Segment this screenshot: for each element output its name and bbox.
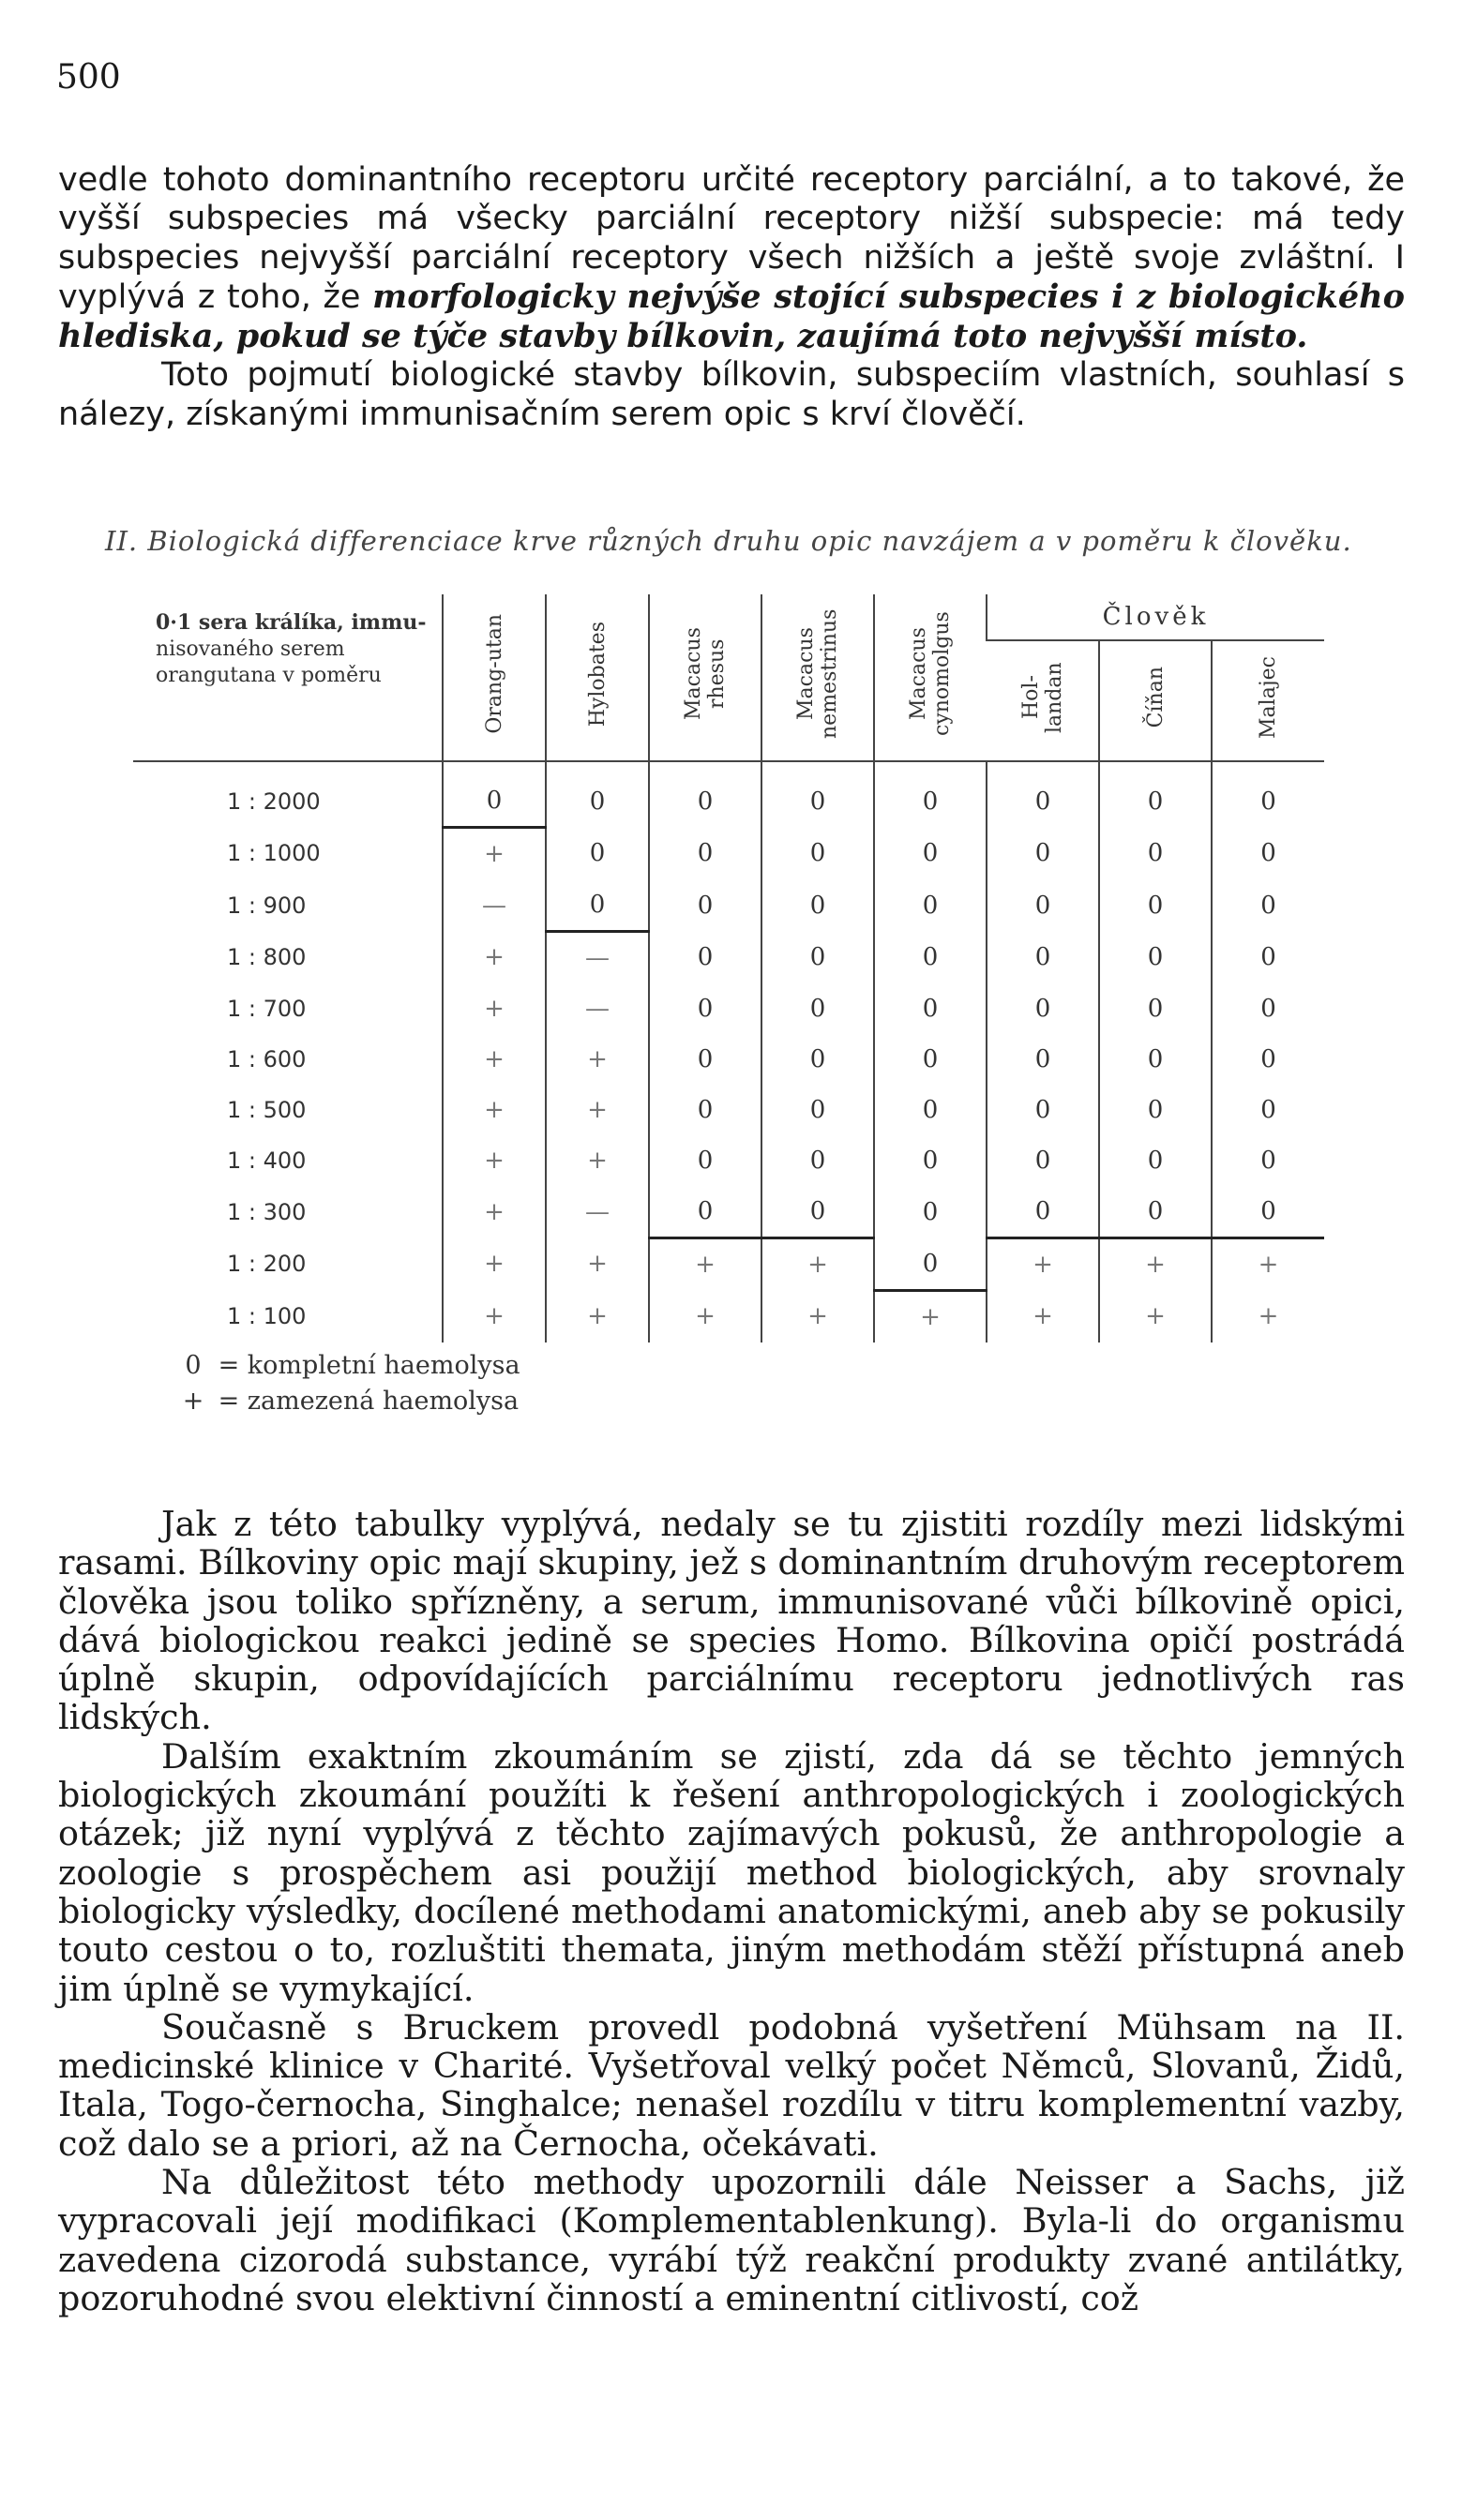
result-cell: 0 — [761, 761, 874, 828]
col-header: Orang-utan — [443, 594, 546, 761]
ratio-cell: 1 : 400 — [227, 1148, 307, 1174]
result-cell: 0 — [761, 879, 874, 932]
result-cell: 0 — [874, 1034, 987, 1085]
ratio-cell: 1 : 200 — [227, 1251, 307, 1278]
result-cell: 0 — [649, 828, 761, 880]
result-cell: 0 — [649, 1135, 761, 1186]
result-cell: 0 — [761, 1085, 874, 1135]
group-header: Člověk — [987, 594, 1324, 640]
result-cell: 0 — [1212, 983, 1324, 1034]
result-cell: 0 — [1212, 828, 1324, 880]
table-row — [133, 1238, 1324, 1291]
result-cell: 0 — [1099, 761, 1212, 828]
main-paragraph: Na důležitost této methody upozornili dále Neisser a Sachs, již vypracovali její modifikaci (Komplementablenkung). Byla-li do organismu zavedena cizorodá substance, vyrábí týž reakční produkty zvané antilátky, pozoruhodné svou elektivní činností a eminentní citlivostí, což — [58, 2162, 1405, 2318]
result-cell: + — [546, 1290, 649, 1342]
table-row — [133, 1290, 1324, 1342]
ratio-cell: 1 : 600 — [227, 1046, 307, 1072]
result-cell: + — [443, 932, 546, 984]
result-cell: 0 — [649, 932, 761, 984]
result-cell: 0 — [1212, 1085, 1324, 1135]
result-cell: + — [1212, 1290, 1324, 1342]
table-title: II. Biologická differenciace krve různých druhu opic navzájem a v poměru k člověku. — [105, 525, 1352, 557]
result-cell: 0 — [761, 1034, 874, 1085]
result-cell: 0 — [874, 828, 987, 880]
haemolysis-table — [133, 594, 1324, 1342]
sera-header: 0·1 sera králíka, immu- nisovaného serem orangutana v poměru — [133, 594, 443, 761]
result-cell: + — [546, 1034, 649, 1085]
result-cell: 0 — [987, 1034, 1099, 1085]
result-cell: + — [546, 1238, 649, 1291]
col-header: Hylobates — [546, 594, 649, 761]
result-cell: 0 — [1212, 879, 1324, 932]
result-cell: + — [443, 1186, 546, 1238]
ratio-cell: 1 : 1000 — [227, 840, 321, 867]
col-header: Číňan — [1099, 640, 1212, 761]
result-cell: + — [443, 983, 546, 1034]
result-cell: + — [1099, 1290, 1212, 1342]
result-cell: 0 — [1099, 1135, 1212, 1186]
result-cell: 0 — [874, 1135, 987, 1186]
table-row — [133, 1034, 1324, 1085]
result-cell: 0 — [874, 932, 987, 984]
result-cell: 0 — [874, 1238, 987, 1291]
result-cell: — — [546, 932, 649, 984]
result-cell: + — [649, 1238, 761, 1291]
intro-emphasis: morfologicky nejvýše stojící subspecies i z biologického hlediska, pokud se týče stavby bílkovin, zaujímá toto nejvyšší místo. — [58, 277, 1405, 356]
result-cell: 0 — [874, 879, 987, 932]
result-cell: 0 — [1212, 1135, 1324, 1186]
result-cell: 0 — [987, 932, 1099, 984]
result-cell: + — [443, 828, 546, 880]
result-cell: 0 — [649, 1186, 761, 1238]
result-cell: 0 — [546, 879, 649, 932]
result-cell: 0 — [649, 879, 761, 932]
result-cell: 0 — [987, 879, 1099, 932]
ratio-cell: 1 : 500 — [227, 1097, 307, 1123]
result-cell: + — [443, 1085, 546, 1135]
ratio-cell: 1 : 700 — [227, 996, 307, 1022]
legend — [176, 1348, 520, 1419]
legend-item: 0 = kompletní haemolysa — [185, 1351, 520, 1380]
table-row — [133, 879, 1324, 932]
result-cell: 0 — [443, 761, 546, 828]
result-cell: 0 — [546, 828, 649, 880]
result-cell: + — [443, 1238, 546, 1291]
result-cell: + — [761, 1290, 874, 1342]
col-header: Macacus rhesus — [649, 594, 761, 761]
result-cell: 0 — [1099, 983, 1212, 1034]
result-cell: 0 — [761, 983, 874, 1034]
result-cell: 0 — [987, 983, 1099, 1034]
result-cell: 0 — [546, 761, 649, 828]
result-cell: 0 — [1212, 932, 1324, 984]
ratio-cell: 1 : 300 — [227, 1198, 307, 1225]
result-cell: 0 — [987, 828, 1099, 880]
result-cell: 0 — [649, 983, 761, 1034]
result-cell: 0 — [874, 1186, 987, 1238]
table-row — [133, 761, 1324, 828]
result-cell: 0 — [1212, 1034, 1324, 1085]
table-row — [133, 1085, 1324, 1135]
table-row — [133, 932, 1324, 984]
result-cell: — — [546, 1186, 649, 1238]
result-cell: 0 — [874, 761, 987, 828]
result-cell: 0 — [761, 828, 874, 880]
intro-paragraph-1: vedle tohoto dominantního receptoru určité receptory parciální, a to takové, že vyšší subspecies má všecky parciální receptory nižší subspecie: má tedy subspecies nejvyšší parciální receptory všech nižších a ještě svoje zvláštní. I vyplývá z toho, že morfologicky nejvýše stojící subspecies i z biologického hlediska, pokud se týče stavby bílkovin, zaujímá toto nejvyšší místo. — [58, 161, 1405, 356]
intro-paragraph-2: Toto pojmutí biologické stavby bílkovin, subspeciím vlastních, souhlasí s nálezy, získanými immunisačním serem opic s krví člověčí. — [58, 356, 1405, 433]
ratio-cell: 1 : 2000 — [227, 788, 321, 815]
result-cell: + — [649, 1290, 761, 1342]
result-cell: 0 — [987, 761, 1099, 828]
result-cell: 0 — [761, 932, 874, 984]
table-row — [133, 828, 1324, 880]
table-row — [133, 1186, 1324, 1238]
table-row — [133, 1135, 1324, 1186]
result-cell: + — [443, 1290, 546, 1342]
result-cell: 0 — [1099, 1034, 1212, 1085]
result-cell: + — [1212, 1238, 1324, 1291]
result-cell: 0 — [1212, 761, 1324, 828]
ratio-cell: 1 : 100 — [227, 1302, 307, 1329]
result-cell: + — [987, 1238, 1099, 1291]
result-cell: 0 — [1099, 879, 1212, 932]
page-number: 500 — [56, 58, 121, 97]
result-cell: + — [761, 1238, 874, 1291]
result-cell: — — [443, 879, 546, 932]
result-cell: 0 — [761, 1186, 874, 1238]
main-paragraph: Současně s Bruckem provedl podobná vyšetření Mühsam na II. medicinské klinice v Charité. Vyšetřoval velký počet Němců, Slovanů, Židů, Itala, Togo-černocha, Singhalce; nenašel rozdílu v titru komplementní vazby, což dalo se a priori, až na Černocha, očekávati. — [58, 2006, 1405, 2164]
result-cell: 0 — [987, 1186, 1099, 1238]
result-cell: 0 — [1099, 1085, 1212, 1135]
result-cell: 0 — [1099, 828, 1212, 880]
col-header: Malajec — [1212, 640, 1324, 761]
table-body — [133, 761, 1324, 1342]
result-cell: + — [546, 1135, 649, 1186]
result-cell: 0 — [649, 761, 761, 828]
legend-item: + = zamezená haemolysa — [182, 1387, 520, 1416]
result-cell: 0 — [1099, 932, 1212, 984]
ratio-cell: 1 : 800 — [227, 944, 307, 971]
result-cell: + — [443, 1034, 546, 1085]
result-cell: + — [1099, 1238, 1212, 1291]
table-row — [133, 983, 1324, 1034]
result-cell: 0 — [874, 1085, 987, 1135]
result-cell: 0 — [649, 1034, 761, 1085]
result-cell: — — [546, 983, 649, 1034]
result-cell: + — [874, 1290, 987, 1342]
result-cell: + — [987, 1290, 1099, 1342]
col-header: Macacus nemestrinus — [761, 594, 874, 761]
result-cell: + — [443, 1135, 546, 1186]
main-text — [58, 1505, 1405, 2318]
result-cell: 0 — [1099, 1186, 1212, 1238]
result-cell: 0 — [1212, 1186, 1324, 1238]
result-cell: 0 — [874, 983, 987, 1034]
result-cell: + — [546, 1085, 649, 1135]
col-header: Hol-landan — [987, 640, 1099, 761]
result-cell: 0 — [987, 1085, 1099, 1135]
result-cell: 0 — [987, 1135, 1099, 1186]
result-cell: 0 — [761, 1135, 874, 1186]
main-paragraph: Jak z této tabulky vyplývá, nedaly se tu zjistiti rozdíly mezi lidskými rasami. Bílkoviny opic mají skupiny, jež s dominantním druhovým receptorem člověka jsou toliko spřízněny, a serum, immunisované vůči bílkovině opici, dává biologickou reakci jedině se species Homo. Bílkovina opičí postrádá úplně skupin, odpovídajících parciálnímu receptoru jednotlivých ras lidských. — [58, 1504, 1405, 1738]
ratio-cell: 1 : 900 — [227, 892, 307, 919]
intro-text — [58, 161, 1405, 434]
col-header: Macacus cynomolgus — [874, 594, 987, 761]
result-cell: 0 — [649, 1085, 761, 1135]
main-paragraph: Dalším exaktním zkoumáním se zjistí, zda dá se těchto jemných biologických zkoumání použíti k řešení anthropologických i zoologických otázek; již nyní vyplývá z těchto zajímavých pokusů, že anthropologie a zoologie s prospěchem asi použijí method biologických, aby srovnaly biologicky výsledky, docílené methodami anatomickými, aneb aby se pokusily touto cestou o to, rozluštiti themata, jiným methodám stěží přístupná aneb jim úplně se vymykající. — [58, 1735, 1405, 2009]
